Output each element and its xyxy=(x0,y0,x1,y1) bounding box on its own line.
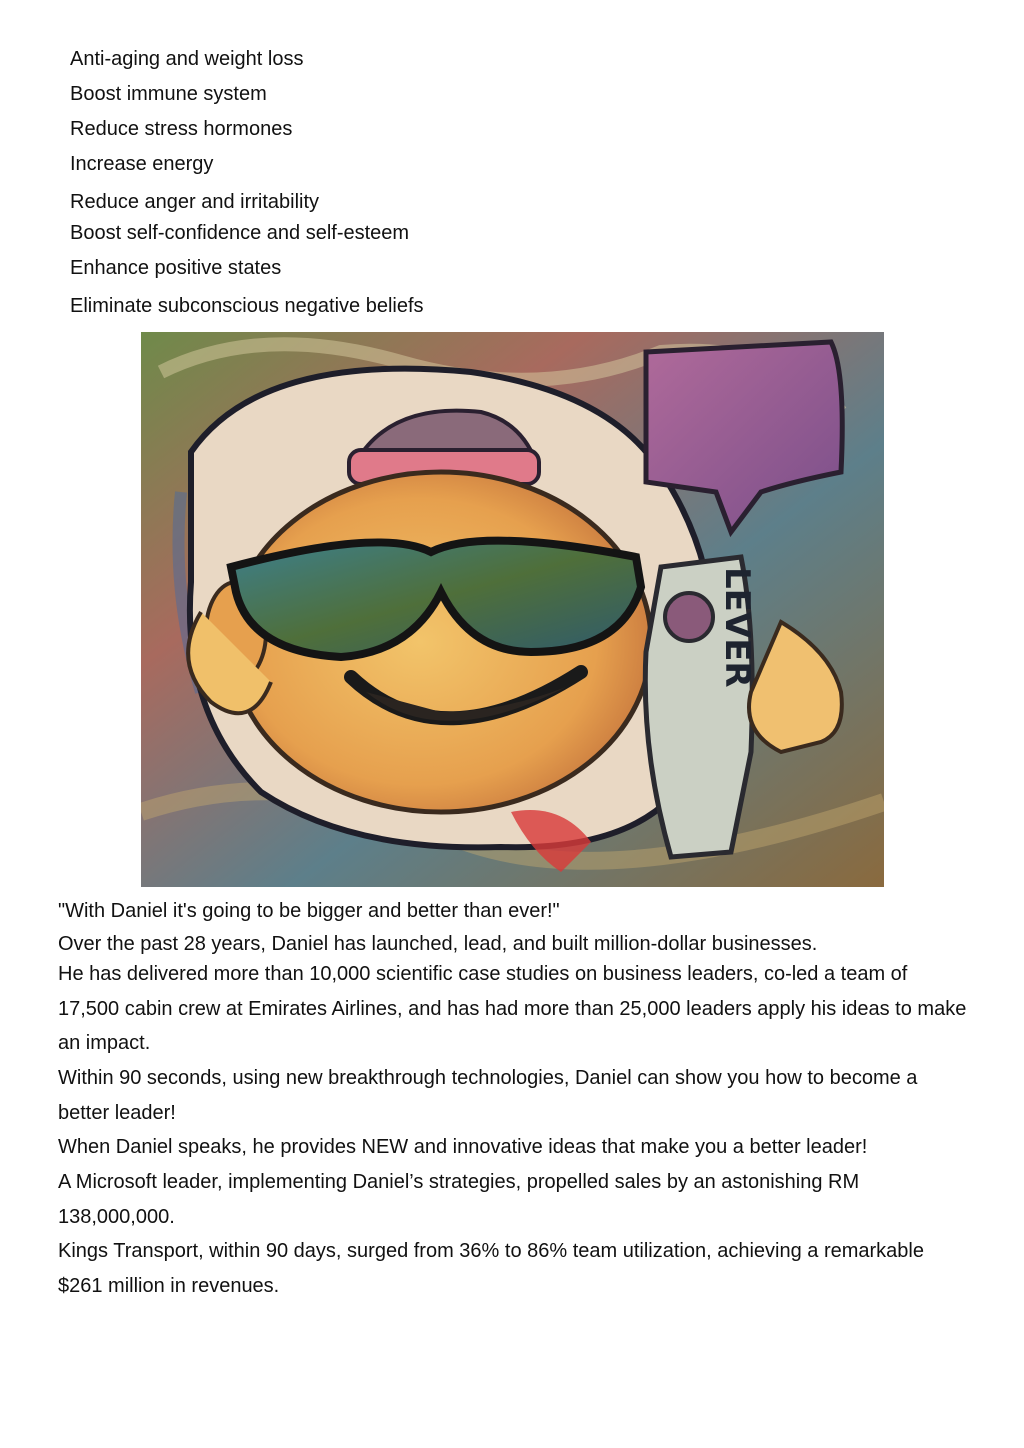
artwork-image xyxy=(141,332,884,887)
paragraph: Kings Transport, within 90 days, surged from 36% to 86% team utilization, achieving a remarkable $261 million in revenues. xyxy=(58,1240,924,1297)
paragraph: Over the past 28 years, Daniel has launched, lead, and built million-dollar businesses. xyxy=(58,933,818,955)
benefit-item: Boost self-confidence and self-esteem xyxy=(70,222,410,244)
cartoon-character-illustration xyxy=(141,332,884,887)
sign-text: LEVER xyxy=(717,567,757,688)
benefit-item: Reduce anger and irritability xyxy=(70,191,320,213)
benefit-item: Eliminate subconscious negative beliefs xyxy=(70,295,424,317)
paragraph: He has delivered more than 10,000 scientific case studies on business leaders, co-led a team of 17,500 cabin crew at Emirates Airlines, and has had more than 25,000 leaders apply his ideas to make an impact. xyxy=(58,963,967,1054)
quote-text: "With Daniel it's going to be bigger and better than ever!" xyxy=(58,900,560,922)
paragraph: A Microsoft leader, implementing Daniel’s strategies, propelled sales by an astonishing RM 138,000,000. xyxy=(58,1171,860,1228)
paragraph: Within 90 seconds, using new breakthrough technologies, Daniel can show you how to become a better leader! xyxy=(58,1067,918,1124)
benefit-item: Anti-aging and weight loss xyxy=(70,48,304,70)
benefit-item: Increase energy xyxy=(70,153,214,175)
benefit-item: Reduce stress hormones xyxy=(70,118,293,140)
benefit-item: Boost immune system xyxy=(70,83,267,105)
paragraph: When Daniel speaks, he provides NEW and innovative ideas that make you a better leader! xyxy=(58,1136,868,1158)
benefit-item: Enhance positive states xyxy=(70,257,282,279)
